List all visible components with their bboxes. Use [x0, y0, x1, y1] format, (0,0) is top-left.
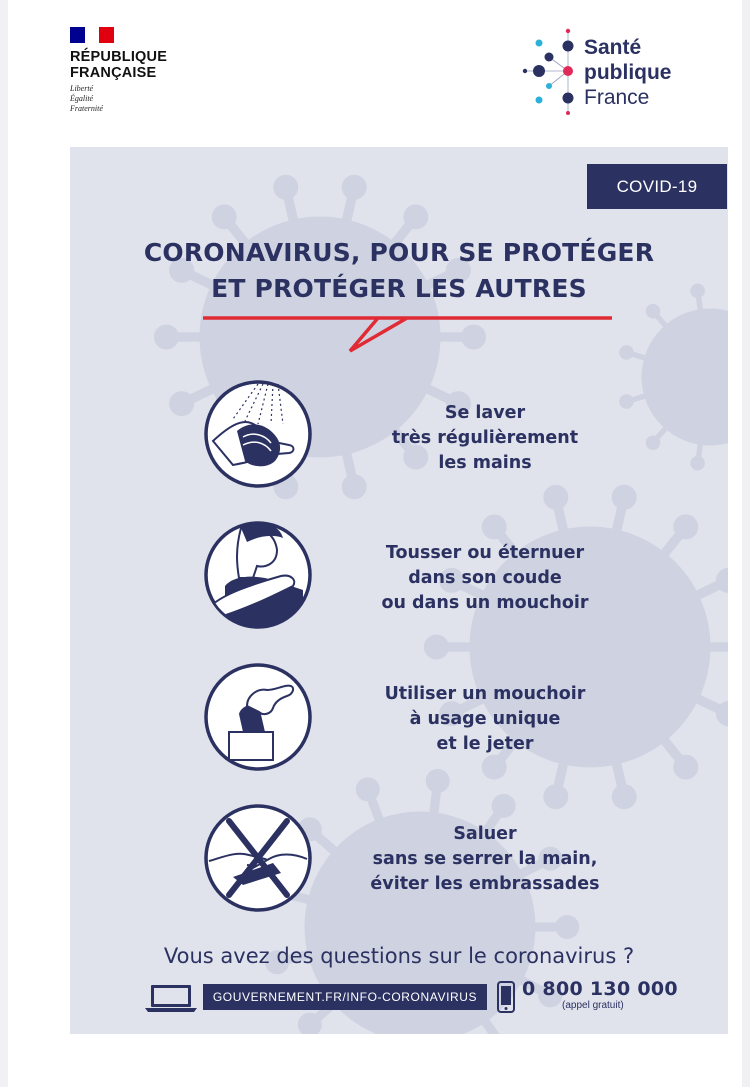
item-cough-text — [340, 541, 630, 616]
republique-motto — [70, 84, 167, 114]
item-text-line: les mains — [438, 453, 532, 473]
laptop-icon — [145, 983, 197, 1013]
item-text-line: Utiliser un mouchoir — [384, 684, 586, 704]
item-text-line: Saluer — [453, 824, 517, 844]
handwashing-icon — [203, 379, 313, 489]
spf-line1: Santé — [584, 36, 642, 59]
item-text-line: à usage unique — [409, 709, 561, 729]
questions-heading: Vous avez des questions sur le coronavirus ? — [163, 944, 635, 968]
phone-icon — [497, 981, 515, 1013]
motto-fraternite: Fraternité — [70, 104, 103, 113]
poster-title-line1: CORONAVIRUS, POUR SE PROTÉGER — [143, 238, 655, 267]
item-wash-hands-text — [340, 401, 630, 476]
republique-line1: RÉPUBLIQUE — [70, 49, 168, 65]
item-no-handshake-text — [340, 822, 630, 897]
covid-badge: COVID-19 — [587, 164, 727, 209]
item-text-line: Se laver — [444, 403, 526, 423]
motto-egalite: Égalité — [70, 94, 94, 103]
spf-line2: publique — [584, 61, 672, 84]
item-text-line: éviter les embrassades — [370, 874, 600, 894]
page-edge-right — [742, 0, 750, 1087]
hotline-number[interactable]: 0 800 130 000 — [522, 978, 678, 1000]
no-handshake-icon — [203, 803, 313, 913]
molecule-dots-icon — [520, 26, 580, 118]
item-text-line: dans son coude — [408, 568, 562, 588]
item-text-line: et le jeter — [436, 734, 534, 754]
spf-line3: France — [584, 86, 650, 109]
republique-francaise-logo — [70, 27, 167, 114]
tissue-icon — [203, 662, 313, 772]
motto-liberte: Liberté — [70, 84, 94, 93]
item-text-line: sans se serrer la main, — [372, 849, 598, 869]
speech-bubble-underline — [200, 313, 615, 355]
page-edge-left — [0, 0, 8, 1087]
info-website-link[interactable]: GOUVERNEMENT.FR/INFO-CORONAVIRUS — [203, 984, 487, 1010]
sante-publique-france-logo — [520, 26, 672, 118]
virus-illustration — [424, 485, 728, 808]
item-text-line: ou dans un mouchoir — [381, 593, 589, 613]
item-tissue-text — [340, 682, 630, 757]
covid-poster — [70, 147, 728, 1034]
item-text-line: très régulièrement — [391, 428, 579, 448]
hotline-note: (appel gratuit) — [562, 1000, 624, 1011]
item-text-line: Tousser ou éternuer — [385, 543, 585, 563]
french-flag-icon — [70, 27, 114, 43]
poster-title-line2: ET PROTÉGER LES AUTRES — [211, 274, 587, 303]
virus-illustration — [620, 284, 728, 470]
republique-line2: FRANÇAISE — [70, 65, 157, 81]
cough-elbow-icon — [203, 520, 313, 630]
